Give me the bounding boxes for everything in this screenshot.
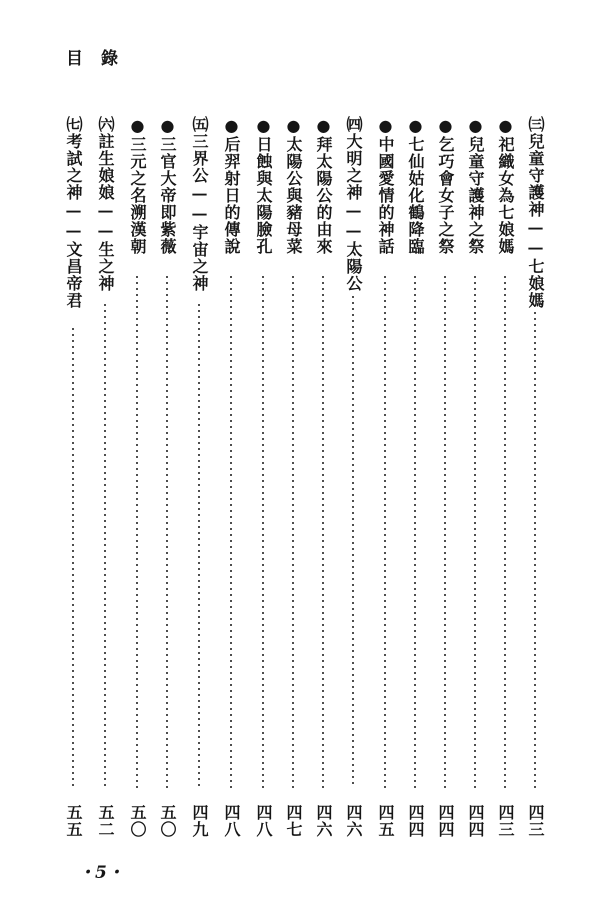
toc-entry [342, 116, 364, 838]
toc-entry [282, 116, 304, 838]
toc-entry [374, 116, 396, 838]
toc-entry [188, 116, 210, 838]
toc-entry-page: 四九 [190, 804, 209, 838]
toc-leader-dots [262, 274, 264, 788]
toc-entry [126, 116, 148, 838]
toc-leader-dots [444, 274, 446, 788]
toc-leader-dots [504, 274, 506, 788]
toc-entry-title: ㈤三界公——宇宙之神 [190, 116, 209, 292]
toc-leader-dots [352, 294, 354, 788]
toc-leader-dots [230, 274, 232, 788]
toc-leader-dots [104, 302, 106, 788]
toc-entry-title: ●日蝕與太陽臉孔 [254, 116, 273, 255]
toc-entry [464, 116, 486, 838]
toc-leader-dots [292, 274, 294, 788]
toc-leader-dots [414, 274, 416, 788]
toc-leader-dots [72, 326, 74, 788]
toc-entry [524, 116, 546, 838]
toc-entry-page: 四三 [526, 804, 545, 838]
toc-entry-title: ●后羿射日的傳說 [222, 116, 241, 255]
toc-entry-title: ●太陽公與豬母菜 [284, 116, 303, 255]
toc-entry [312, 116, 334, 838]
toc-entry [156, 116, 178, 838]
toc-entry-page: 四六 [344, 804, 363, 838]
toc-entry [62, 116, 84, 838]
toc-entry-page: 五〇 [128, 804, 147, 838]
toc-entry-title: ㈦考試之神——文昌帝君 [64, 116, 83, 309]
toc-entry-page: 五〇 [158, 804, 177, 838]
toc-entry-title: ㈣大明之神——太陽公 [344, 116, 363, 292]
toc-leader-dots [534, 310, 536, 788]
toc-leader-dots [384, 274, 386, 788]
toc-entry-title: ㈥註生娘娘——生之神 [96, 116, 115, 292]
toc-leader-dots [166, 274, 168, 788]
toc-entry-title: ●乞巧會女子之祭 [436, 116, 455, 255]
toc-entry [494, 116, 516, 838]
page-header-title: 目錄 [66, 49, 136, 69]
toc-entry-page: 四五 [376, 804, 395, 838]
toc-entry [94, 116, 116, 838]
toc-entry [434, 116, 456, 838]
toc-leader-dots [474, 274, 476, 788]
toc-entry [252, 116, 274, 838]
toc-entry [404, 116, 426, 838]
toc-leader-dots [198, 302, 200, 788]
toc-entry-page: 四四 [406, 804, 425, 838]
toc-entry-title: ●祀織女為七娘媽 [496, 116, 515, 255]
toc-entry-page: 四七 [284, 804, 303, 838]
page-number: ・5・ [78, 863, 124, 883]
toc-entry-title: ㈢兒童守護神——七娘媽 [526, 116, 545, 309]
toc-entry-title: ●七仙姑化鶴降臨 [406, 116, 425, 255]
toc-leader-dots [322, 274, 324, 788]
toc-entry-page: 五二 [96, 804, 115, 838]
toc-entry-title: ●中國愛情的神話 [376, 116, 395, 255]
toc-entry-title: ●拜太陽公的由來 [314, 116, 333, 255]
toc-entry-page: 四六 [314, 804, 333, 838]
toc-entry-page: 四四 [466, 804, 485, 838]
toc-entry [220, 116, 242, 838]
toc-leader-dots [136, 274, 138, 788]
toc-entry-title: ●三元之名溯漢朝 [128, 116, 147, 255]
toc-entry-page: 四八 [254, 804, 273, 838]
toc-entry-title: ●兒童守護神之祭 [466, 116, 485, 255]
toc-entry-page: 五五 [64, 804, 83, 838]
toc-entry-page: 四八 [222, 804, 241, 838]
toc-entry-page: 四三 [496, 804, 515, 838]
toc-entry-page: 四四 [436, 804, 455, 838]
toc-entry-title: ●三官大帝即紫薇 [158, 116, 177, 255]
